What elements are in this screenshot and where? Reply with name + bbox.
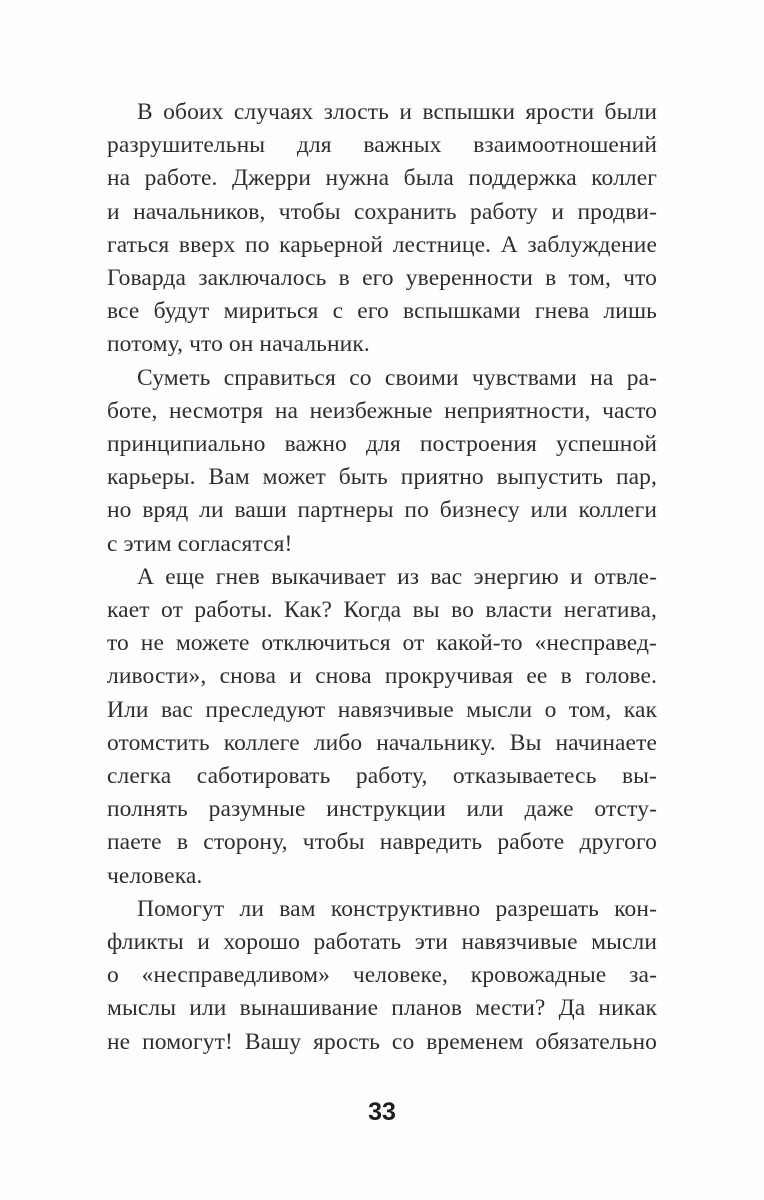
text-line: разрушительны для важных взаимоотношений [107, 132, 657, 159]
text-line: с этим согласятся! [107, 530, 293, 557]
paragraph [107, 362, 657, 561]
page-text [107, 96, 657, 1059]
text-line: В обоих случаях злость и вспышки ярости были [137, 99, 657, 125]
text-line: полнять разумные инструкции или даже отсту- [107, 796, 657, 823]
text-line: карьеры. Вам может быть приятно выпустить пар, [107, 464, 657, 491]
text-line: Суметь справиться со своими чувствами на ра- [137, 364, 657, 391]
text-line: о «несправедливом» человеке, кровожадные за- [107, 962, 657, 989]
text-line: паете в сторону, чтобы навредить работе другого [107, 829, 657, 856]
text-line: Помогут ли вам конструктивно разрешать кон- [137, 895, 657, 922]
text-line: Говарда заключалось в его уверенности в том, что [107, 265, 657, 292]
text-line: кает от работы. Как? Когда вы во власти негатива, [107, 597, 657, 624]
text-line: отомстить коллеге либо начальнику. Вы начинаете [107, 729, 657, 756]
text-line: и начальников, чтобы сохранить работу и продви- [107, 198, 657, 225]
text-line: Или вас преследуют навязчивые мысли о том, как [107, 696, 657, 723]
text-line: гаться вверх по карьерной лестнице. А заблуждение [107, 231, 657, 258]
text-line: слегка саботировать работу, отказываетесь вы- [107, 763, 657, 790]
text-line: человека. [107, 862, 203, 889]
text-line: но вряд ли ваши партнеры по бизнесу или коллеги [107, 497, 657, 524]
page-number: 33 [368, 1098, 396, 1126]
text-line: боте, несмотря на неизбежные неприятности, часто [107, 397, 657, 424]
text-line: фликты и хорошо работать эти навязчивые мысли [107, 929, 657, 956]
text-line: ливости», снова и снова прокручивая ее в голове. [107, 663, 657, 690]
text-line: все будут мириться с его вспышками гнева лишь [107, 298, 657, 325]
text-line: потому, что он начальник. [107, 331, 370, 358]
paragraph [107, 96, 657, 362]
text-line: то не можете отключиться от какой-то «несправед- [107, 630, 657, 657]
text-line: принципиально важно для построения успешной [107, 431, 657, 458]
text-line: на работе. Джерри нужна была поддержка коллег [107, 165, 657, 192]
paragraph [107, 561, 657, 893]
text-line: А еще гнев выкачивает из вас энергию и отвле- [137, 563, 657, 590]
paragraph [107, 893, 657, 1059]
text-line: не помогут! Вашу ярость со временем обязательно [107, 1028, 657, 1055]
text-line: мыслы или вынашивание планов мести? Да никак [107, 995, 657, 1022]
